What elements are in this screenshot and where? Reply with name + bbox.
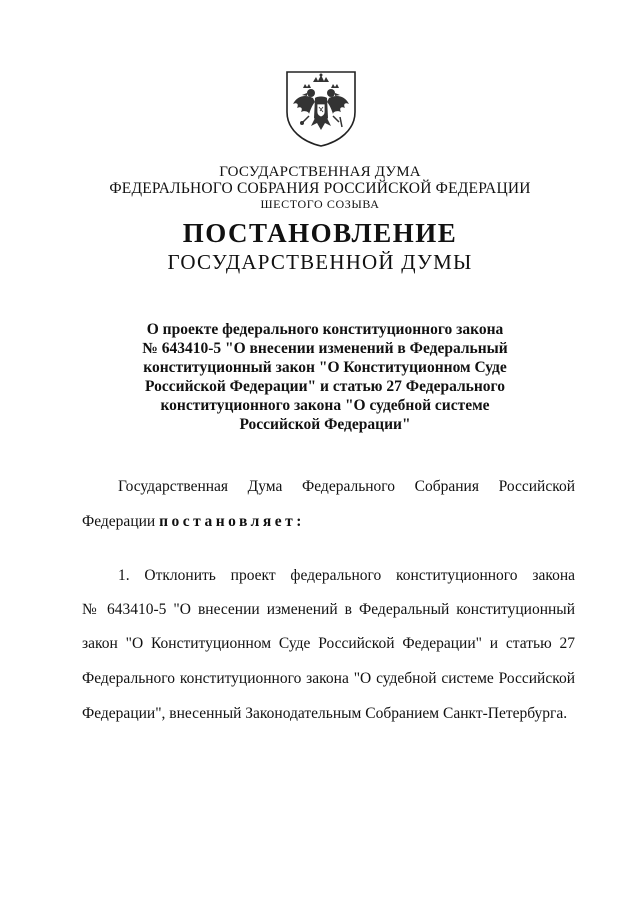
subject-heading <box>130 320 520 434</box>
item-1-paragraph <box>82 567 575 586</box>
item-1-line: закон "О Конституционном Суде Российской Федерации" и статью 27 <box>82 635 575 652</box>
item-1-line-wrap <box>82 670 575 689</box>
issuer-line-1: ГОСУДАРСТВЕННАЯ ДУМА <box>219 164 421 180</box>
item-1-line-wrap <box>82 635 575 654</box>
subject-line: конституционный закон "О Конституционном Суде <box>143 359 507 376</box>
coat-of-arms-icon <box>283 68 359 148</box>
item-1-line: Федерального конституционного закона "О судебной системе Российской <box>82 670 575 687</box>
preamble-paragraph <box>82 478 575 497</box>
item-1-line-wrap <box>82 705 575 724</box>
subject-line: № 643410-5 "О внесении изменений в Федеральный <box>142 340 508 357</box>
subject-line: конституционного закона "О судебной системе <box>160 397 490 414</box>
subject-line: Российской Федерации" и статью 27 Федерального <box>145 378 505 395</box>
resolves-word: постановляет: <box>159 513 305 530</box>
document-title: ПОСТАНОВЛЕНИЕ <box>182 218 458 248</box>
subject-line: Российской Федерации" <box>239 416 411 433</box>
preamble-line-start: Федерации <box>82 513 156 530</box>
item-1-line: № 643410-5 "О внесении изменений в Федеральный конституционный <box>82 601 575 618</box>
preamble-paragraph-end <box>82 513 575 532</box>
issuer-line-2: ФЕДЕРАЛЬНОГО СОБРАНИЯ РОССИЙСКОЙ ФЕДЕРАЦИИ <box>109 180 531 197</box>
document-subtitle: ГОСУДАРСТВЕННОЙ ДУМЫ <box>167 250 473 274</box>
convocation-line: ШЕСТОГО СОЗЫВА <box>260 197 380 211</box>
item-1-line: Федерации", внесенный Законодательным Собранием Санкт-Петербурга. <box>82 705 568 722</box>
subject-line: О проекте федерального конституционного закона <box>146 321 504 338</box>
item-1-line-wrap <box>82 601 575 620</box>
item-1-line: 1. Отклонить проект федерального конституционного закона <box>118 567 575 584</box>
preamble-line: Государственная Дума Федерального Собрания Российской <box>118 478 575 495</box>
